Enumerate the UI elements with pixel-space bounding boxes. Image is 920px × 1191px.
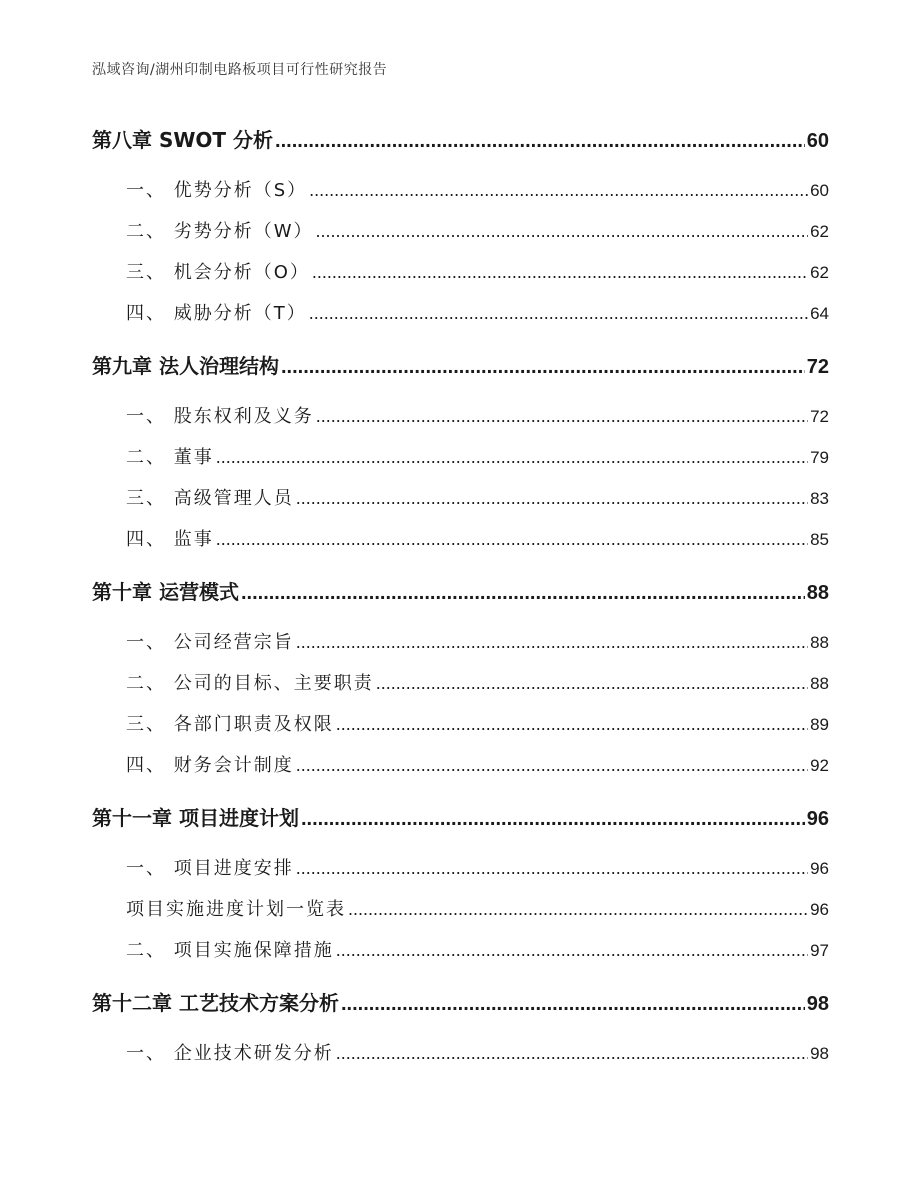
dot-leader bbox=[296, 858, 808, 879]
toc-chapter-11[interactable] bbox=[92, 802, 829, 831]
toc-page-number: 64 bbox=[810, 304, 829, 323]
toc-entry-label: 一、 公司经营宗旨 bbox=[126, 632, 294, 653]
dot-leader bbox=[275, 130, 805, 153]
toc-entry-label: 一、 项目进度安排 bbox=[126, 858, 294, 879]
toc-page-number: 89 bbox=[810, 715, 829, 734]
toc-section[interactable] bbox=[126, 484, 829, 510]
dot-leader bbox=[336, 940, 808, 961]
dot-leader bbox=[341, 993, 805, 1016]
toc-page-number: 88 bbox=[810, 633, 829, 652]
toc-page-number: 88 bbox=[806, 582, 829, 604]
dot-leader bbox=[241, 582, 805, 605]
toc-chapter-9[interactable] bbox=[92, 350, 829, 379]
toc-page-number: 97 bbox=[810, 941, 829, 960]
dot-leader bbox=[216, 447, 808, 468]
toc-section[interactable] bbox=[126, 751, 829, 777]
toc-entry-label: 二、 董事 bbox=[126, 447, 214, 468]
toc-section[interactable] bbox=[126, 443, 829, 469]
toc-subsection[interactable] bbox=[126, 895, 829, 921]
dot-leader bbox=[312, 262, 808, 283]
dot-leader bbox=[316, 221, 809, 242]
toc-page-number: 98 bbox=[810, 1044, 829, 1063]
toc-section[interactable] bbox=[126, 936, 829, 962]
toc-section[interactable] bbox=[126, 176, 829, 202]
toc-entry-label: 项目实施进度计划一览表 bbox=[126, 899, 346, 920]
toc-section[interactable] bbox=[126, 402, 829, 428]
toc-section[interactable] bbox=[126, 525, 829, 551]
dot-leader bbox=[296, 755, 808, 776]
toc-chapter-10[interactable] bbox=[92, 576, 829, 605]
toc-page-number: 85 bbox=[810, 530, 829, 549]
toc-entry-label: 四、 财务会计制度 bbox=[126, 755, 294, 776]
toc-entry-label: 第九章 法人治理结构 bbox=[92, 354, 279, 378]
toc-entry-label: 二、 劣势分析（W） bbox=[126, 221, 314, 242]
toc-page-number: 60 bbox=[806, 130, 829, 152]
running-header: 泓域咨询/湖州印制电路板项目可行性研究报告 bbox=[92, 62, 388, 78]
toc-entry-label: 四、 威胁分析（T） bbox=[126, 303, 307, 324]
toc-page-number: 79 bbox=[810, 448, 829, 467]
dot-leader bbox=[348, 899, 808, 920]
dot-leader bbox=[301, 808, 805, 831]
toc-page-number: 62 bbox=[810, 222, 829, 241]
toc-entry-label: 第十二章 工艺技术方案分析 bbox=[92, 991, 339, 1015]
toc-section[interactable] bbox=[126, 1039, 829, 1065]
toc-section[interactable] bbox=[126, 669, 829, 695]
toc-entry-label: 第十章 运营模式 bbox=[92, 580, 239, 604]
toc-section[interactable] bbox=[126, 628, 829, 654]
toc-page-number: 92 bbox=[810, 756, 829, 775]
toc-entry-label: 三、 高级管理人员 bbox=[126, 488, 294, 509]
toc-page-number: 96 bbox=[806, 808, 829, 830]
toc-chapter-8[interactable] bbox=[92, 124, 829, 153]
dot-leader bbox=[309, 180, 808, 201]
toc-section[interactable] bbox=[126, 258, 829, 284]
toc-entry-label: 二、 公司的目标、主要职责 bbox=[126, 673, 374, 694]
toc-entry-label: 第八章 SWOT 分析 bbox=[92, 128, 274, 152]
toc-page-number: 72 bbox=[806, 356, 829, 378]
toc-page-number: 83 bbox=[810, 489, 829, 508]
toc-entry-label: 一、 优势分析（S） bbox=[126, 180, 308, 201]
toc-entry-label: 一、 股东权利及义务 bbox=[126, 406, 314, 427]
toc-entry-label: 三、 各部门职责及权限 bbox=[126, 714, 334, 735]
dot-leader bbox=[316, 406, 808, 427]
toc-page-number: 96 bbox=[810, 900, 829, 919]
toc-entry-label: 二、 项目实施保障措施 bbox=[126, 940, 334, 961]
toc-page-number: 62 bbox=[810, 263, 829, 282]
toc-section[interactable] bbox=[126, 299, 829, 325]
dot-leader bbox=[336, 714, 808, 735]
toc-page-number: 98 bbox=[806, 993, 829, 1015]
toc-section[interactable] bbox=[126, 854, 829, 880]
toc-entry-label: 第十一章 项目进度计划 bbox=[92, 806, 299, 830]
toc-entry-label: 四、 监事 bbox=[126, 529, 214, 550]
toc-chapter-12[interactable] bbox=[92, 987, 829, 1016]
toc-section[interactable] bbox=[126, 217, 829, 243]
dot-leader bbox=[296, 488, 808, 509]
toc-section[interactable] bbox=[126, 710, 829, 736]
toc-page-number: 96 bbox=[810, 859, 829, 878]
toc-page-number: 88 bbox=[810, 674, 829, 693]
dot-leader bbox=[216, 529, 808, 550]
dot-leader bbox=[296, 632, 808, 653]
toc-page-number: 72 bbox=[810, 407, 829, 426]
toc-entry-label: 一、 企业技术研发分析 bbox=[126, 1043, 334, 1064]
dot-leader bbox=[336, 1043, 808, 1064]
toc-entry-label: 三、 机会分析（O） bbox=[126, 262, 310, 283]
toc-page-number: 60 bbox=[810, 181, 829, 200]
dot-leader bbox=[309, 303, 808, 324]
dot-leader bbox=[281, 356, 805, 379]
dot-leader bbox=[376, 673, 808, 694]
